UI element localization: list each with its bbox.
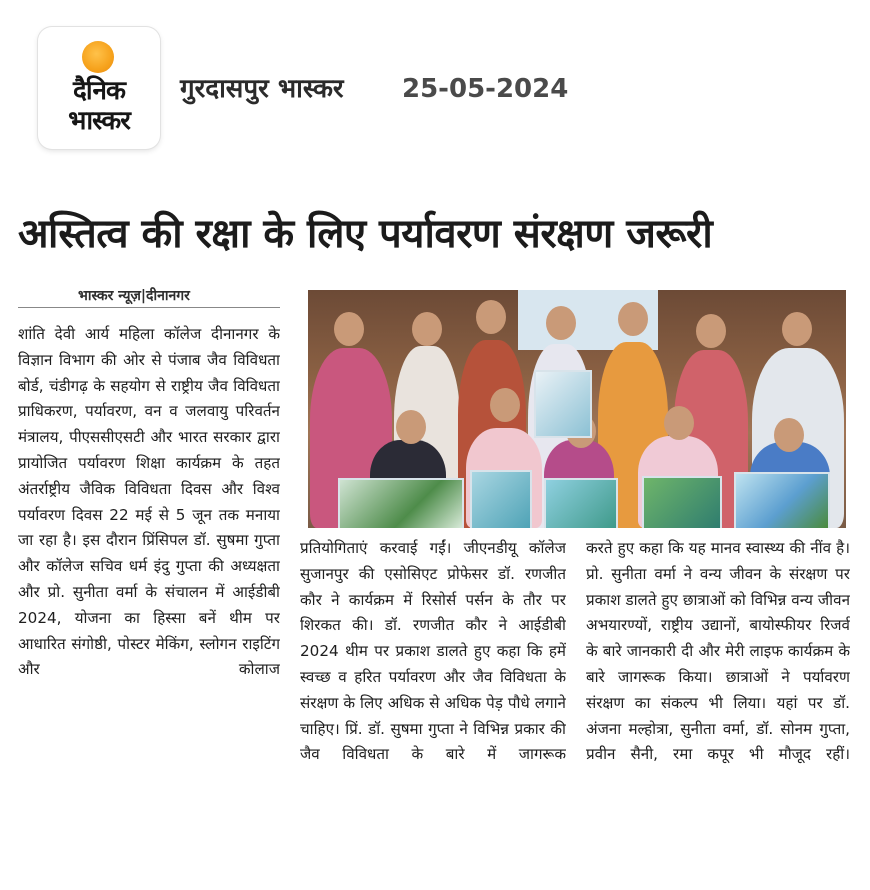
- poster-1: [338, 478, 464, 528]
- poster-3: [544, 478, 618, 528]
- byline-divider: [18, 307, 280, 308]
- sun-logo-icon: [82, 41, 114, 73]
- publication-date: 25-05-2024: [402, 74, 569, 104]
- logo-text-line2: भास्कर: [68, 106, 130, 136]
- poster-held: [534, 370, 592, 438]
- article-paragraph-1: शांति देवी आर्य महिला कॉलेज दीनानगर के विज्ञान विभाग की ओर से पंजाब जैव विविधता बोर्ड, चंडीगढ़ के सहयोग से राष्ट्रीय जैव विविधता प्राधिकरण, पर्यावरण, वन व जलवायु परिवर्तन मंत्रालय, पीएससीएसटी और भारत सरकार द्वारा प्रायोजित पर्यावरण शिक्षा कार्यक्रम के तहत अंतर्राष्ट्रीय जैविक विविधता दिवस और विश्व पर्यावरण दिवस 22 मई से 5 जून तक मनाया जा रहा है। इस दौरान प्रिंसिपल डॉ. सुषमा गुप्ता और कॉलेज सचिव धर्म इंदु गुप्ता की अध्यक्षता और प्रो. सुनीता वर्मा के संचालन में आईडीबी 2024, योजना का हिस्सा बनें थीम पर आधारित संगोष्ठी, पोस्टर मेकिंग, स्लोगन राइटिंग और कोलाज: [18, 325, 280, 679]
- edition-name: गुरदासपुर भास्कर: [180, 74, 344, 104]
- article-headline: अस्तित्व की रक्षा के लिए पर्यावरण संरक्षण जरूरी: [18, 211, 713, 257]
- article-column-1: [18, 322, 280, 872]
- poster-4: [642, 476, 722, 528]
- article-column-2: [300, 536, 566, 876]
- poster-2: [470, 470, 532, 528]
- article-paragraph-2: प्रतियोगिताएं करवाई गईं। जीएनडीयू कॉलेज सुजानपुर की एसोसिएट प्रोफेसर डॉ. रणजीत कौर ने कार्यक्रम में रिसोर्स पर्सन के तौर पर शिरकत की। डॉ. रणजीत कौर ने आईडीबी 2024 थीम पर प्रकाश डालते हुए कहा कि हमें स्वच्छ व हरित पर्यावरण और जैव विविधता के संरक्षण के लिए अधिक से अधिक पेड़ पौधे लगाने चाहिए। प्रिं. डॉ. सुषमा गुप्ता ने विभिन्न प्रकार की जैव विविधता के बारे में जागरूक: [300, 539, 566, 764]
- article-photo: [308, 290, 846, 528]
- article-column-3: [586, 536, 850, 876]
- newspaper-header: [0, 0, 870, 175]
- article-paragraph-3: करते हुए कहा कि यह मानव स्वास्थ्य की नींव है। प्रो. सुनीता वर्मा ने वन्य जीवन के संरक्षण पर प्रकाश डालते हुए छात्राओं को विभिन्न वन्य जीवन अभयारण्यों, राष्ट्रीय उद्यानों, बायोस्फीयर रिजर्व के बारे जानकारी दी और मेरी लाइफ कार्यक्रम के बारे जागरूक किया। छात्राओं ने पर्यावरण संरक्षण का संकल्प भी लिया। यहां पर डॉ. अंजना मल्होत्रा, सुनीता वर्मा, डॉ. सोनम गुप्ता, प्रवीन सैनी, रमा कपूर भी मौजूद रहीं।: [586, 539, 850, 764]
- logo-text-line1: दैनिक: [73, 76, 125, 106]
- poster-5: [734, 472, 830, 528]
- article-byline: भास्कर न्यूज़|दीनानगर: [78, 288, 190, 304]
